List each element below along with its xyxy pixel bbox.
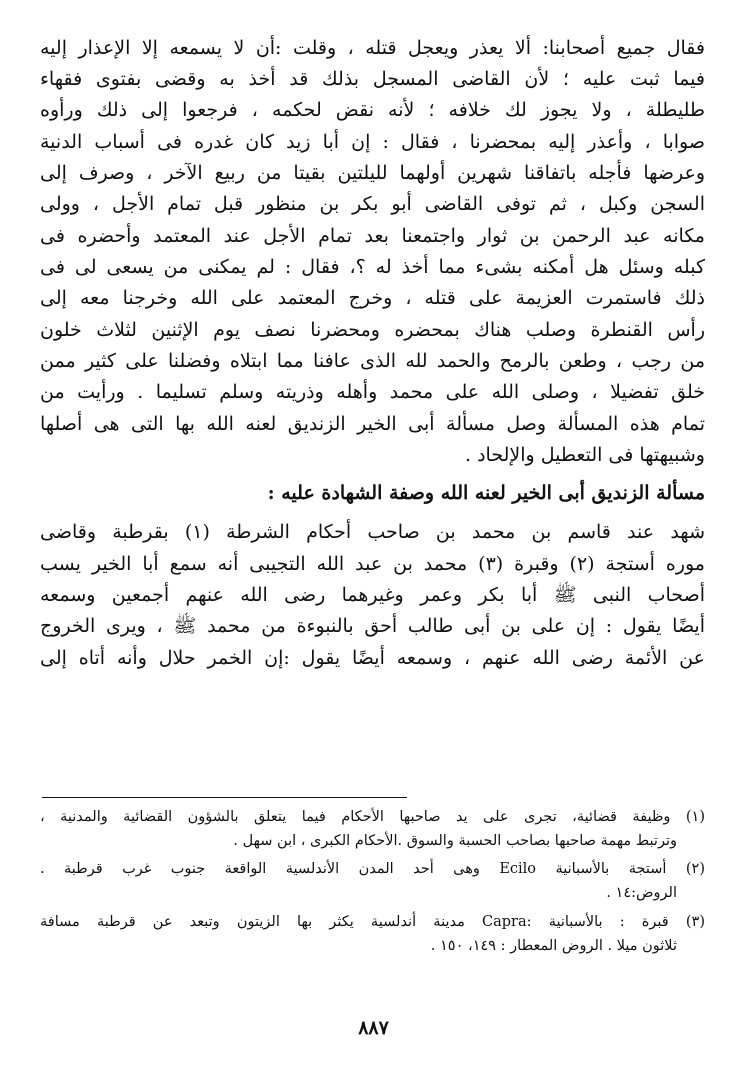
section-line: شهد عند قاسم بن محمد بن صاحب أحكام الشرطة (١) بقرطبة وقاضى <box>40 521 705 543</box>
body-line: فقال جميع أصحابنا: ألا يعذر ويعجل قتله ، وقلت :أن لا يسمعه إلا الإعذار إليه <box>40 37 705 59</box>
body-line: خلق تفضيلا ، وصلى الله على محمد وأهله وذريته وسلم تسليما . ورأيت من <box>40 381 705 403</box>
footnote-line: وترتبط مهمة صاحبها بصاحب الحسبة والسوق .الأحكام الكبرى ، ابن سهل . <box>233 833 677 849</box>
body-line: فيما ثبت عليه ؛ لأن القاضى المسجل بذلك قد أخذ به وقضى بفتوى فقهاء <box>40 68 705 90</box>
page-number: ٨٨٧ <box>358 1017 389 1039</box>
body-line: من رجب ، وطعن بالرمح والحمد لله الذى عافنا مما ابتلاه وفضلنا على كثير ممن <box>40 350 705 372</box>
footnote-line: (٣) قبرة : بالأسبانية :Capra مدينة أندلسية يكثر بها الزيتون وتبعد عن قرطبة مسافة <box>40 914 705 930</box>
body-line: مكانه عبد الرحمن بن ثوار واجتمعنا بعد تمام الأجل عند المعتمد وأحضره فى <box>40 225 705 247</box>
section-line: أصحاب النبى ﷺ أبا بكر وعمر وغيرهما رضى الله عنهم أجمعين وسمعه <box>40 584 705 606</box>
section-line: موره أستجة (٢) وقبرة (٣) محمد بن عبد الله التجيبى أنه سمع أبا الخير يسب <box>40 553 705 575</box>
footnote-line: ثلاثون ميلا . الروض المعطار : ١٤٩، ١٥٠ . <box>430 938 677 954</box>
footnote-line: الروض:١٤ . <box>606 885 677 901</box>
body-line: وشبيهتها فى التعطيل والإلحاد . <box>465 444 705 466</box>
body-line: السجن وكبل ، ثم توفى القاضى أبو بكر بن منظور قبل تمام الأجل ، وولى <box>40 193 705 215</box>
footnote-line: (٢) أستجة بالأسبانية Ecilo وهى أحد المدن الأندلسية الواقعة جنوب غرب قرطبة . <box>40 861 705 877</box>
body-line: تمام هذه المسألة وصل مسألة أبى الخير الزنديق لعنه الله بها التى هى أصلها <box>40 413 705 435</box>
body-line: رأس القنطرة وصلب هناك بمحضره ومحضرنا نصف يوم الإثنين لثلاث خلون <box>40 319 705 341</box>
section-heading: مسألة الزنديق أبى الخير لعنه الله وصفة الشهادة عليه : <box>267 482 705 504</box>
footnote-line: (١) وظيفة قضائية، تجرى على يد صاحبها الأحكام فيما يتعلق بالشؤون القضائية والمدنية ، <box>40 809 705 825</box>
body-line: طليطلة ، ولا يجوز لك خلافه ؛ لأنه نقض لحكمه ، فرجعوا إلى ذلك ورأوه <box>40 99 705 121</box>
footnote-divider <box>42 797 407 798</box>
body-line: صوابا ، وأعذر إليه بمحضرنا ، فقال : إن أبا زيد كان غدره فى أسباب الدنية <box>40 131 705 153</box>
body-line: وعرضها فأجله باتفاقنا شهرين أولهما لليلتين بقيتا من ربيع الآخر ، وصرف إلى <box>40 162 705 184</box>
section-line: عن الأئمة رضى الله عنهم ، وسمعه أيضًا يقول :إن الخمر حلال وأنه أتاه إلى <box>40 647 705 669</box>
section-line: أيضًا يقول : إن على بن أبى طالب أحق بالنبوءة من محمد ﷺ ، ويرى الخروج <box>40 615 705 637</box>
body-line: كبله وسئل هل أمكنه بشىء مما أخذ له ؟، فقال : لم يمكنى من يسعى لى فى <box>40 256 705 278</box>
body-line: ذلك فاستمرت العزيمة على قتله ، وخرج المعتمد على الله وخرجنا معه إلى <box>40 287 705 309</box>
